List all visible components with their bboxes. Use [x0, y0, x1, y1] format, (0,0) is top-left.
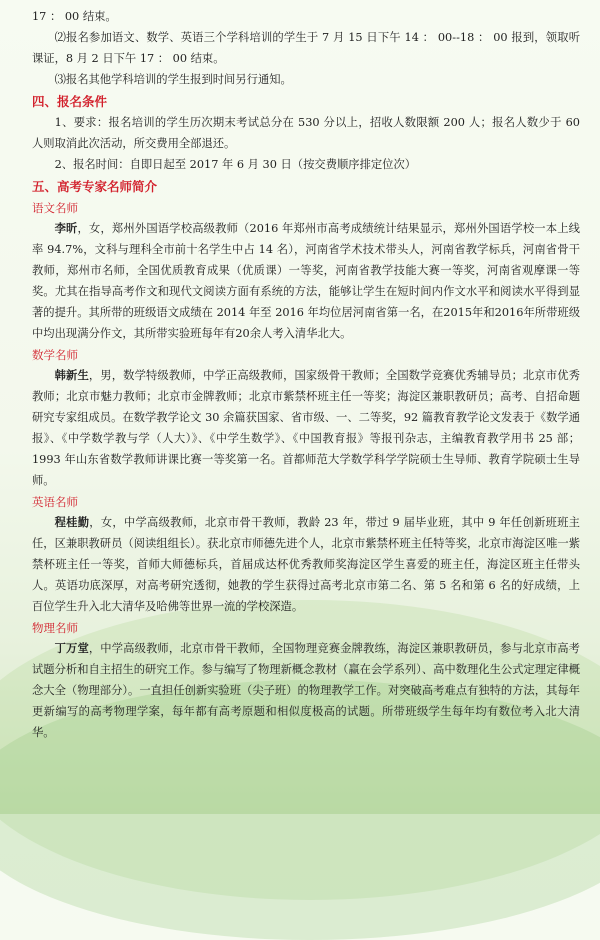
english-teacher-label: 英语名师: [32, 495, 78, 509]
section-heading-5: 五、高考专家名师简介: [32, 179, 158, 194]
math-teacher-label: 数学名师: [32, 348, 78, 362]
requirement-1: 1、要求：报名培训的学生历次期末考试总分在 530 分以上，招收人数限额 200 人；报名人数少于 60 人则取消此次活动，所交费用全部退还。: [32, 116, 580, 150]
teacher-name: 李昕: [54, 221, 78, 235]
teacher-bio-text: ，男，数学特级教师，中学正高级教师，国家级骨干教师；全国数学竞赛优秀辅导员；北京市优秀教师；北京市魅力教师；北京市金牌教师；北京市紫禁杯班主任一等奖；海淀区兼职教研员；高考、自招命题研究专家组成员。在数学教学论文 30 余篇获国家、省市级、一、二等奖，92 篇教育教学论文发表于《数学通报》、《中学数学教与学（人大）》、《中学生数学》、《中国教育报》等报刊杂志，主编教育教学用书 25 部；1993 年山东省数学教师讲课比赛一等奖第一名。首都师范大学数学科学学院硕士生导师、教育学院硕士生导师。: [32, 369, 580, 487]
physics-teacher-label: 物理名师: [32, 621, 78, 635]
teacher-name: 丁万堂: [54, 641, 89, 655]
registration-item-3: ⑶报名其他学科培训的学生报到时间另行通知。: [54, 73, 292, 86]
chinese-teacher-bio: [32, 218, 580, 344]
registration-item-2: ⑵报名参加语文、数学、英语三个学科培训的学生于 7 月 15 日下午 14 ： 00--18 ： 00 报到，领取听课证，8 月 2 日下午 17 ： 00 结束。: [32, 31, 580, 65]
section-heading-4: 四、报名条件: [32, 94, 108, 109]
registration-line1-tail: 17 ： 00 结束。: [32, 10, 117, 23]
teacher-name: 韩新生: [54, 368, 89, 382]
chinese-teacher-label: 语文名师: [32, 201, 78, 215]
physics-teacher-bio: [32, 638, 580, 743]
requirement-2: 2、报名时间：自即日起至 2017 年 6 月 30 日（按交费顺序排定位次）: [54, 158, 417, 171]
teacher-bio-text: ，女，郑州外国语学校高级教师（2016 年郑州市高考成绩统计结果显示，郑州外国语学校一本上线率 94.7%，文科与理科全市前十名学生中占 14 名），河南省学术技术带头人，河南省教学标兵，河南省骨干教师，郑州市名师，全国优质教育成果（优质课）一等奖，河南省教学技能大赛一等奖，河南省观摩课一等奖。尤其在指导高考作文和现代文阅读方面有系统的方法，能够让学生在短时间内作文水平和阅读水平得到显著的提升。其所带的班级语文成绩在 2014 年至 2016 年均位居河南省第一名，在2015年和2016年所带班级中均出现满分作文，其所带实验班每年有20余人考入清华北大。: [32, 222, 580, 340]
teacher-bio-text: ，女，中学高级教师，北京市骨干教师，教龄 23 年，带过 9 届毕业班，其中 9 年任创新班班主任，区兼职教研员（阅读组组长）。获北京市师德先进个人，北京市紫禁杯班主任特等奖，北京市海淀区唯一紫禁杯班主任一等奖，首师大师德标兵，首届成达杯优秀教师奖海淀区学生喜爱的班主任，海淀区班主任带头人。英语功底深厚，对高考研究透彻，她教的学生获得过高考北京市第二名、第 5 名和第 6 名的好成绩，上百位学生升入北大清华及哈佛等世界一流的学校深造。: [32, 516, 580, 613]
teacher-name: 程桂勤: [54, 515, 90, 529]
math-teacher-bio: [32, 365, 580, 491]
document-body: [32, 6, 580, 743]
teacher-bio-text: ，中学高级教师，北京市骨干教师，全国物理竞赛金牌教练，海淀区兼职教研员，参与北京市高考试题分析和自主招生的研究工作。参与编写了物理新概念教材（赢在会学系列）、高中数理化生公式定理定律概念大全（物理部分）。一直担任创新实验班（尖子班）的物理教学工作。对突破高考难点有独特的方法，其每年更新编写的高考物理学案，每年都有高考原题和相似度极高的试题。所带班级学生每年均有数位考入北大清华。: [32, 642, 580, 739]
english-teacher-bio: [32, 512, 580, 617]
